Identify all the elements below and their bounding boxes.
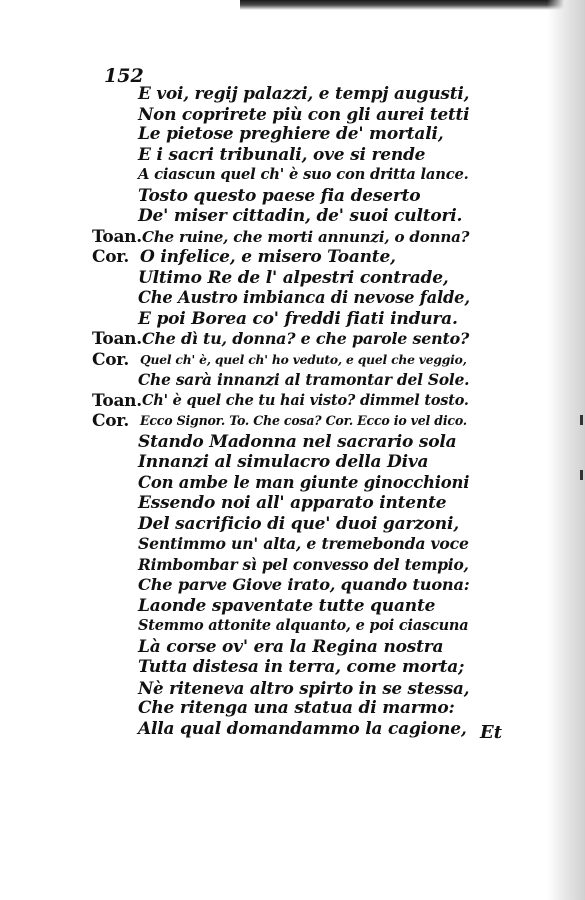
verse-line-text: Le pietose preghiere de' mortali, — [138, 124, 444, 144]
page-top-shadow — [240, 0, 585, 10]
verse-line-text: Rimbombar sì pel convesso del tempio, — [138, 555, 469, 574]
verse-line-text: Quel ch' è, quel ch' ho veduto, e quel che veggio, — [140, 351, 467, 367]
page-number: 152 — [104, 65, 144, 87]
verse-line-text: Che sarà innanzi al tramontar del Sole. — [138, 371, 470, 389]
speaker-label: Cor. — [92, 247, 129, 267]
speaker-label: Toan. — [92, 329, 142, 349]
verse-line-text: Stemmo attonite alquanto, e poi ciascuna — [138, 617, 469, 634]
speaker-label: Toan. — [92, 226, 142, 247]
margin-mark — [580, 470, 583, 480]
verse-line-text: Laonde spaventate tutte quante — [138, 595, 436, 616]
verse-line-text: Ecco Signor. To. Che cosa? Cor. Ecco io vel dico. — [140, 413, 467, 428]
verse-line-text: Che ritenga una statua di marmo: — [138, 698, 455, 718]
verse-line-text: Ultimo Re de l' alpestri contrade, — [138, 267, 449, 288]
catchword: Et — [480, 722, 503, 743]
speaker-label: Toan. — [92, 390, 142, 411]
speaker-label: Cor. — [92, 349, 129, 370]
verse-line-text: Con ambe le man giunte ginocchioni — [138, 472, 470, 492]
verse-line-text: Nè riteneva altro spirto in se stessa, — [138, 677, 470, 698]
verse-line-text: Del sacrificio di que' duoi garzoni, — [138, 513, 459, 534]
verse-line-text: E i sacri tribunali, ove si rende — [138, 144, 426, 165]
verse-line-text: E voi, regij palazzi, e tempj augusti, — [138, 83, 470, 103]
margin-mark — [580, 415, 583, 425]
page-gutter-shadow — [547, 0, 585, 900]
verse-line-text: Là corse ov' era la Regina nostra — [138, 636, 444, 657]
verse-line-text: Che parve Giove irato, quando tuona: — [138, 575, 470, 594]
verse-line-text: De' miser cittadin, de' suoi cultori. — [138, 206, 463, 226]
verse-line-text: Che dì tu, donna? e che parole sento? — [142, 329, 470, 348]
verse-line-text: Alla qual domandammo la cagione, — [138, 718, 467, 739]
verse-line-text: Tosto questo paese fia deserto — [138, 185, 421, 206]
verse-line-text: Che Austro imbianca di nevose falde, — [138, 288, 470, 307]
verse-line-text: Che ruine, che morti annunzi, o donna? — [142, 227, 470, 246]
verse-line-text: Ch' è quel che tu hai visto? dimmel tosto. — [142, 391, 469, 409]
verse-line-text: O infelice, e misero Toante, — [140, 247, 396, 267]
verse-line-text: Non coprirete più con gli aurei tetti — [138, 103, 470, 124]
verse-line-text: Tutta distesa in terra, come morta; — [138, 657, 465, 677]
verse-line-text: Sentimmo un' alta, e tremebonda voce — [138, 534, 469, 553]
verse-line-text: Innanzi al simulacro della Diva — [138, 452, 429, 472]
speaker-label: Cor. — [92, 411, 129, 431]
verse-line-text: E poi Borea co' freddi fiati indura. — [138, 308, 458, 329]
verse-line-text: Essendo noi all' apparato intente — [138, 493, 447, 513]
verse-line-text: Stando Madonna nel sacrario sola — [138, 431, 457, 452]
verse-line-text: A ciascun quel ch' è suo con dritta lance. — [138, 166, 469, 183]
